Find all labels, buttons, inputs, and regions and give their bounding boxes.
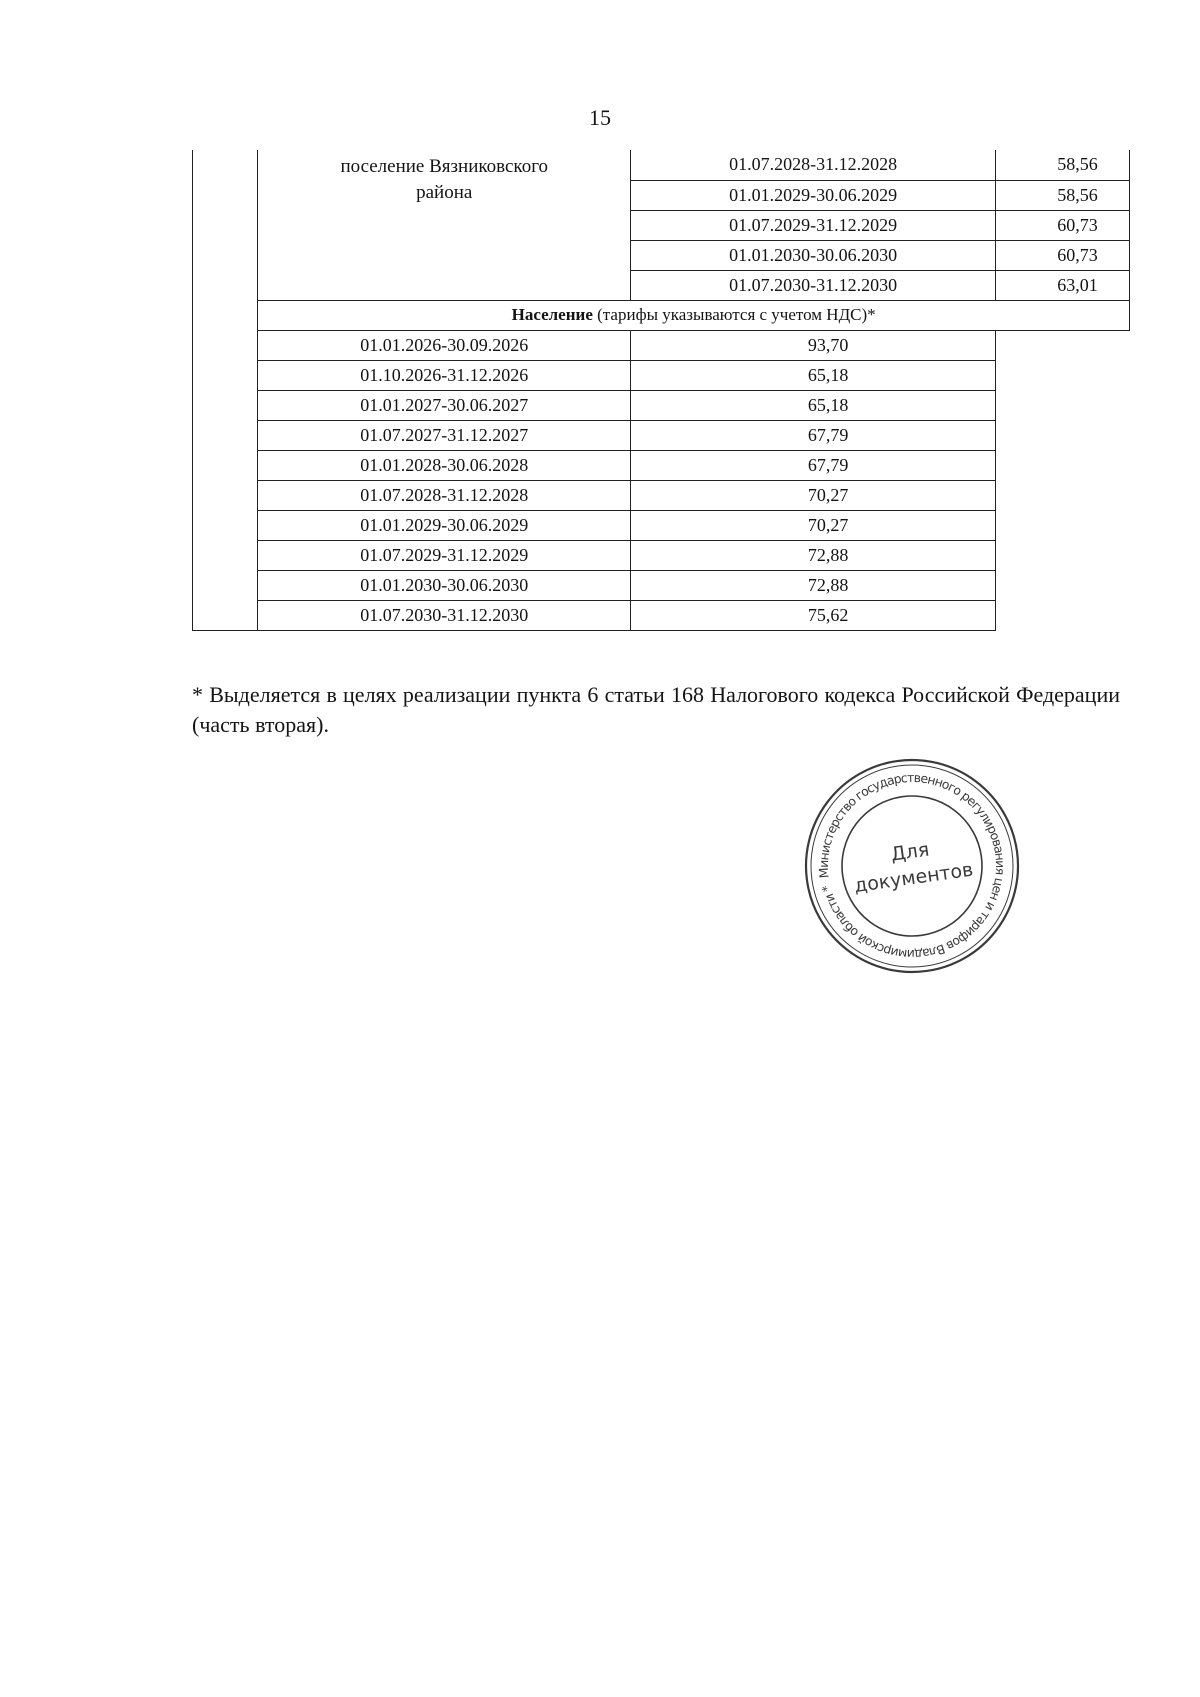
value-cell: 60,73 [996,240,1130,270]
value-cell: 65,18 [631,390,996,420]
period-cell: 01.01.2030-30.06.2030 [631,240,996,270]
value-cell: 63,01 [996,270,1130,300]
table-row [193,360,1130,390]
value-cell: 93,70 [631,330,996,360]
value-cell: 58,56 [996,180,1130,210]
table-row [193,420,1130,450]
table-row [193,570,1130,600]
value-cell: 70,27 [631,480,996,510]
stamp-center-line1: Для [889,838,931,866]
value-cell: 67,79 [631,420,996,450]
page-number: 15 [589,105,611,130]
stamp-center-line2: документов [852,858,975,898]
stamp-ring-text: Министерство государственного регулирования цен и тарифов Владимирской области * [815,769,1009,963]
table-row [193,480,1130,510]
period-cell: 01.10.2026-31.12.2026 [258,360,631,390]
period-cell: 01.07.2030-31.12.2030 [631,270,996,300]
table-row [193,150,1130,180]
table-row [193,540,1130,570]
value-cell: 75,62 [631,600,996,630]
table-row [193,450,1130,480]
period-cell: 01.01.2029-30.06.2029 [631,180,996,210]
period-cell: 01.07.2029-31.12.2029 [631,210,996,240]
period-cell: 01.07.2028-31.12.2028 [631,150,996,180]
group-header-bold: Население [511,305,593,324]
tariff-table [192,150,1130,631]
district-cell [258,150,631,300]
district-line1: поселение Вязниковского [340,156,549,177]
period-cell: 01.01.2028-30.06.2028 [258,450,631,480]
period-cell: 01.01.2029-30.06.2029 [258,510,631,540]
value-cell: 72,88 [631,540,996,570]
group-header-note: (тарифы указываются с учетом НДС)* [592,305,876,324]
value-cell: 65,18 [631,360,996,390]
value-cell: 72,88 [631,570,996,600]
group-header-row [193,300,1130,330]
table-row [193,510,1130,540]
district-line2: района [416,182,473,203]
official-stamp [798,752,1026,980]
table-row [193,600,1130,630]
period-cell: 01.01.2030-30.06.2030 [258,570,631,600]
period-cell: 01.07.2027-31.12.2027 [258,420,631,450]
group-header-cell [258,300,1130,330]
value-cell: 70,27 [631,510,996,540]
stamp-outer-ring-inner [798,752,1026,980]
blank-column-cell [193,150,258,630]
value-cell: 60,73 [996,210,1130,240]
period-cell: 01.07.2029-31.12.2029 [258,540,631,570]
footnote: * Выделяется в целях реализации пункта 6 статьи 168 Налогового кодекса Российской Федерации (часть вторая). [192,682,1120,737]
value-cell: 67,79 [631,450,996,480]
period-cell: 01.07.2028-31.12.2028 [258,480,631,510]
period-cell: 01.01.2027-30.06.2027 [258,390,631,420]
period-cell: 01.01.2026-30.09.2026 [258,330,631,360]
stamp-outer-ring [798,752,1026,980]
table-row [193,330,1130,360]
period-cell: 01.07.2030-31.12.2030 [258,600,631,630]
stamp-seal-icon [798,752,1026,980]
table-row [193,390,1130,420]
value-cell: 58,56 [996,150,1130,180]
